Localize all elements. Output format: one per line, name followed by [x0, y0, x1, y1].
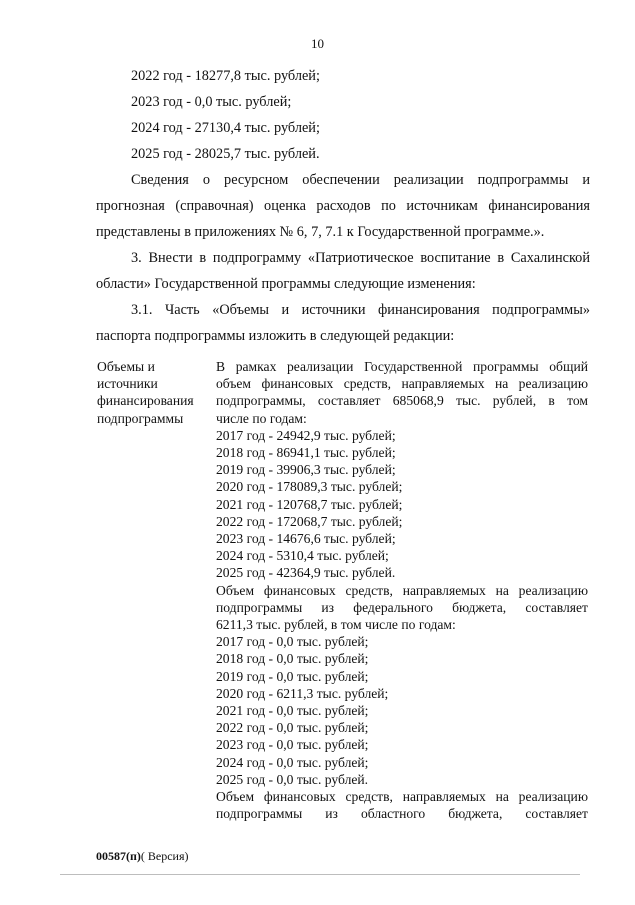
- table-value-line: 2017 год - 0,0 тыс. рублей;: [216, 634, 369, 650]
- paragraph-line: прогнозная (справочная) оценка расходов по источникам финансирования: [96, 198, 590, 214]
- table-value-line: подпрограммы из областного бюджета, составляет: [216, 806, 588, 822]
- table-value-line: 2023 год - 0,0 тыс. рублей;: [216, 737, 369, 753]
- table-value-line: 2017 год - 24942,9 тыс. рублей;: [216, 427, 396, 443]
- funding-line: 2024 год - 27130,4 тыс. рублей;: [131, 120, 320, 136]
- table-label-line: источники: [97, 376, 158, 392]
- table-value-line: числе по годам:: [216, 410, 307, 426]
- table-value-line: 2025 год - 42364,9 тыс. рублей.: [216, 565, 396, 581]
- paragraph-line: Сведения о ресурсном обеспечении реализации подпрограммы и: [131, 172, 590, 188]
- table-label-line: подпрограммы: [97, 410, 184, 426]
- table-value-line: 2018 год - 86941,1 тыс. рублей;: [216, 445, 396, 461]
- funding-line: 2023 год - 0,0 тыс. рублей;: [131, 94, 292, 110]
- page-number: 10: [311, 36, 324, 51]
- table-value-line: 2024 год - 5310,4 тыс. рублей;: [216, 548, 389, 564]
- table-value-line: 2019 год - 0,0 тыс. рублей;: [216, 668, 369, 684]
- table-value-line: подпрограммы из федерального бюджета, составляет: [216, 599, 588, 615]
- table-value-line: объем финансовых средств, направляемых на реализацию: [216, 376, 588, 392]
- table-value-line: подпрограммы, составляет 685068,9 тыс. рублей, в том: [216, 393, 588, 409]
- table-value-line: 2018 год - 0,0 тыс. рублей;: [216, 651, 369, 667]
- table-value-line: 2019 год - 39906,3 тыс. рублей;: [216, 462, 396, 478]
- table-label-line: финансирования: [97, 393, 194, 409]
- paragraph-line: 3.1. Часть «Объемы и источники финансирования подпрограммы»: [131, 302, 590, 318]
- funding-line: 2025 год - 28025,7 тыс. рублей.: [131, 146, 320, 162]
- table-value-line: 2024 год - 0,0 тыс. рублей;: [216, 754, 369, 770]
- table-value-line: В рамках реализации Государственной программы общий: [216, 359, 588, 374]
- table-value-cell: [216, 358, 588, 822]
- table-value-line: 2020 год - 178089,3 тыс. рублей;: [216, 479, 403, 495]
- paragraph-line: 3. Внести в подпрограмму «Патриотическое воспитание в Сахалинской: [131, 250, 590, 266]
- table-value-line: 2023 год - 14676,6 тыс. рублей;: [216, 531, 396, 547]
- document-footer: [96, 849, 189, 864]
- table-value-line: 2022 год - 0,0 тыс. рублей;: [216, 720, 369, 736]
- table-value-line: 2025 год - 0,0 тыс. рублей.: [216, 771, 369, 787]
- table-value-line: Объем финансовых средств, направляемых на реализацию: [216, 789, 588, 805]
- table-value-line: Объем финансовых средств, направляемых на реализацию: [216, 582, 588, 598]
- paragraph-line: области» Государственной программы следующие изменения:: [96, 276, 476, 292]
- table-value-line: 2022 год - 172068,7 тыс. рублей;: [216, 513, 403, 529]
- paragraph-line: представлены в приложениях № 6, 7, 7.1 к Государственной программе.».: [96, 224, 545, 240]
- paragraph-line: паспорта подпрограммы изложить в следующей редакции:: [96, 328, 455, 344]
- footer-code: 00587(п): [96, 849, 141, 863]
- table-label-cell: [97, 358, 212, 427]
- table-value-line: 2021 год - 120768,7 тыс. рублей;: [216, 496, 403, 512]
- table-value-line: 6211,3 тыс. рублей, в том числе по годам:: [216, 617, 456, 633]
- footer-version: ( Версия): [140, 849, 189, 863]
- table-value-line: 2021 год - 0,0 тыс. рублей;: [216, 703, 369, 719]
- table-label-line: Объемы и: [97, 359, 155, 374]
- table-value-line: 2020 год - 6211,3 тыс. рублей;: [216, 685, 389, 701]
- bottom-rule: [60, 874, 580, 875]
- funding-line: 2022 год - 18277,8 тыс. рублей;: [131, 68, 320, 84]
